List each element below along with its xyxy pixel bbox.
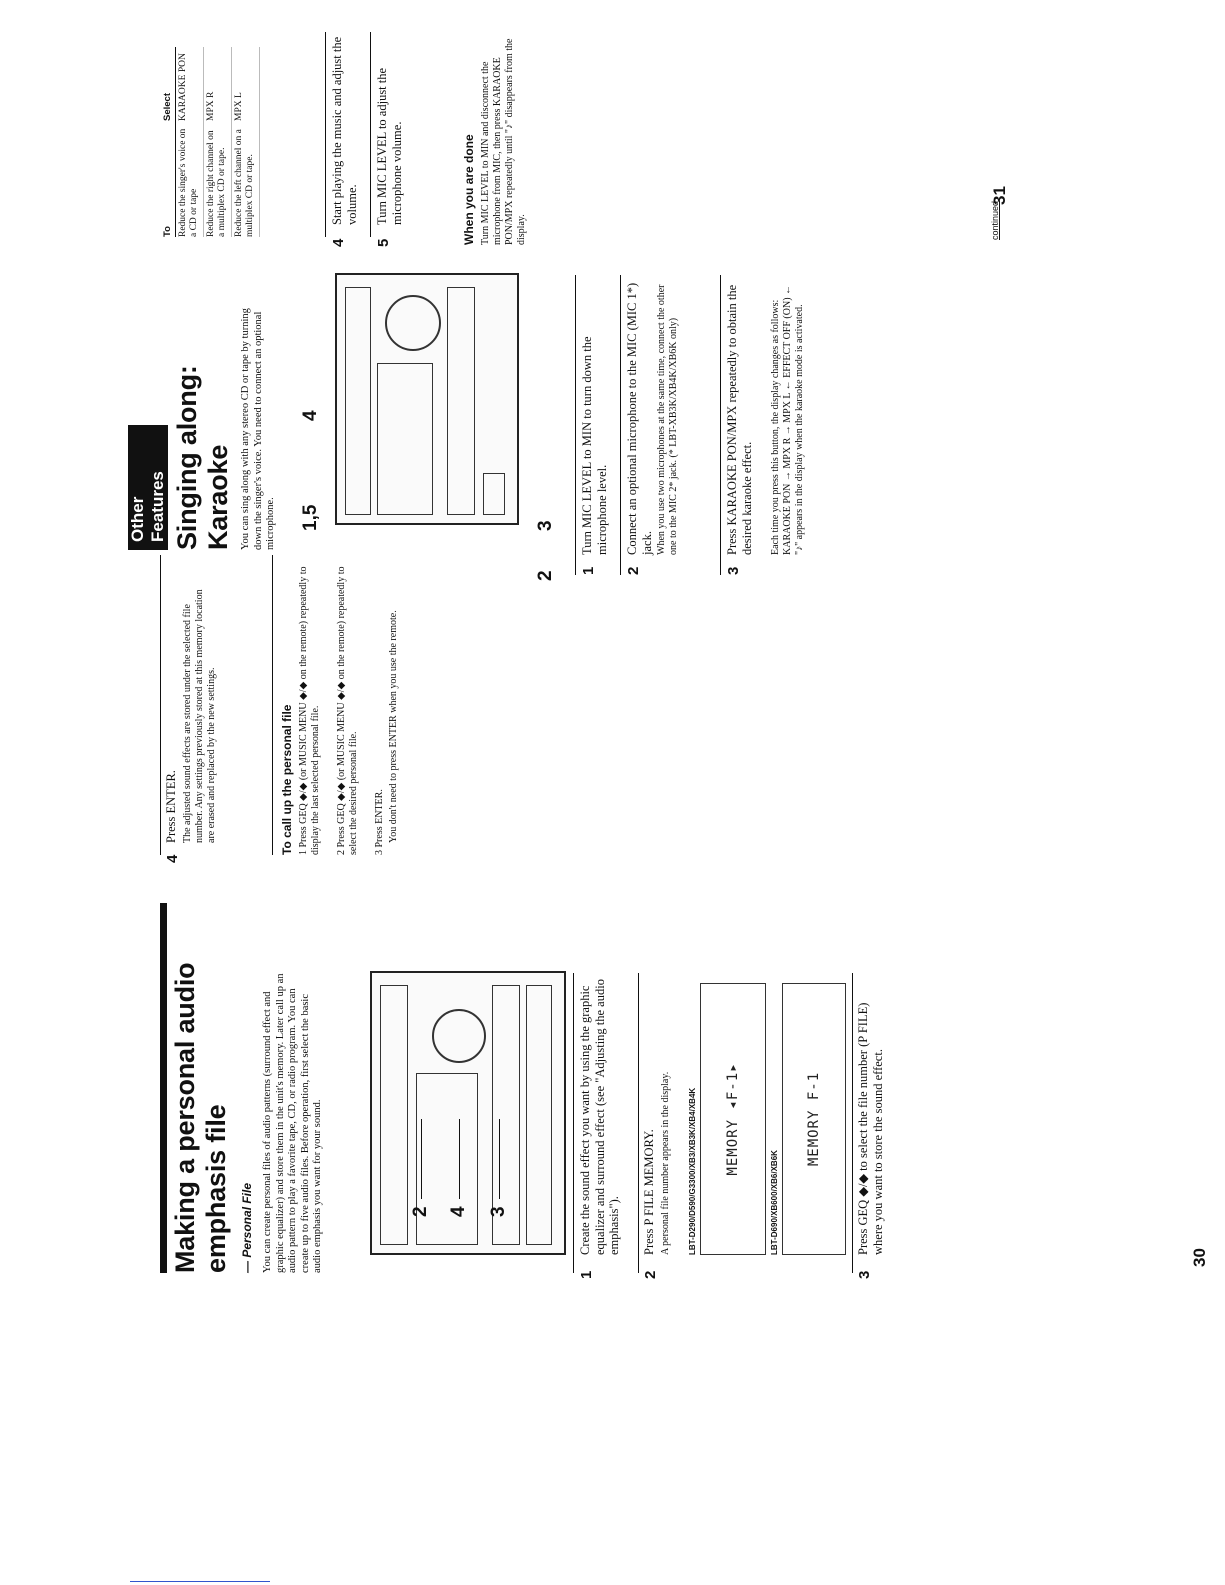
table-cell: KARAOKE PON (176, 47, 204, 121)
callout-2b: 2 (535, 570, 556, 581)
table-cell: Reduce the right channel on a multiplex CD or tape. (204, 121, 232, 237)
volume-knob (432, 1009, 486, 1063)
callout-4: 4 (448, 1206, 469, 1217)
step-2-note: A personal file number appears in the display. (660, 1071, 671, 1255)
karaoke-step-3-number: 3 (725, 566, 742, 575)
display-panel (416, 1073, 478, 1245)
table-header-select: Select (160, 47, 176, 121)
step-4-note: The adjusted sound effects are stored under the selected file number. Any settings previously stored at this memory location are erased and replaced by the new settings. (182, 589, 217, 843)
callout-4b: 4 (300, 410, 321, 421)
callup-note: You don't need to press ENTER when you use the remote. (388, 610, 399, 843)
page-number-left: 30 (1190, 1248, 1209, 1267)
callup-item-3: 3 Press ENTER. (374, 789, 385, 855)
display-label-2: LBT-D690/XB600/XB6/XB6K (770, 1150, 779, 1255)
karaoke-table (160, 32, 260, 237)
table-row (232, 47, 260, 237)
tape-deck-panel-2 (345, 287, 371, 515)
table-row (204, 47, 232, 237)
callout-2: 2 (410, 1206, 431, 1217)
step-3-number: 3 (856, 1270, 873, 1279)
lower-panel (526, 985, 552, 1245)
step-1-text: Create the sound effect you want by using the graphic equalizer and surround effect (see "Adjusting the audio emphasis"). (578, 979, 622, 1255)
continued-label: continued (990, 200, 1000, 240)
lcd-display-2: MEMORY F-1 (782, 983, 846, 1255)
mic-jacks (483, 473, 505, 515)
karaoke-step-3-note: Each time you press this button, the display changes as follows: KARAOKE PON → MPX R → MPX L ← EFFECT OFF (ON) ← "♪" appears in the display when the karaoke mode is activated. (770, 284, 805, 555)
page-number-right: 31 (990, 186, 1009, 205)
karaoke-step-2-note: When you use two microphones at the same time, connect the other one to the MIC 2* jack. (* LBT-XB3K/XB4K/XB6K only) (656, 284, 679, 555)
callout-3b: 3 (535, 520, 556, 531)
tape-deck-panel (380, 985, 408, 1245)
callout-3: 3 (488, 1206, 509, 1217)
display-label-1: LBT-D290/D590/G3300/XB3/XB3K/XB4/XB4K (688, 1087, 697, 1255)
table-cell: MPX L (232, 47, 260, 121)
title-bar (160, 903, 167, 1273)
karaoke-step-3-text: Press KARAOKE PON/MPX repeatedly to obtain the desired karaoke effect. (725, 284, 754, 555)
step-2-number: 2 (642, 1270, 659, 1279)
lcd-display-1: MEMORY ◂F-1▸ (700, 983, 766, 1255)
display-panel-2 (377, 363, 433, 515)
karaoke-step-4-number: 4 (330, 238, 347, 247)
karaoke-step-1-number: 1 (580, 566, 597, 575)
karaoke-step-5-text: Turn MIC LEVEL to adjust the microphone volume. (375, 67, 404, 225)
page-subtitle: — Personal File (240, 1182, 254, 1273)
table-cell: Reduce the left channel on a multiplex CD or tape. (232, 121, 260, 237)
step-4-text: Press ENTER. (164, 770, 178, 843)
section-band: Other Features (128, 425, 168, 550)
footer-link-underline (130, 1581, 270, 1582)
step-1-number: 1 (578, 1270, 595, 1279)
table-cell: MPX R (204, 47, 232, 121)
karaoke-step-5-number: 5 (375, 238, 392, 247)
step-2-text: Press P FILE MEMORY. (642, 1129, 656, 1255)
karaoke-unit-illustration (335, 273, 519, 525)
table-cell: Reduce the singer's voice on a CD or tape (176, 121, 204, 237)
done-text: Turn MIC LEVEL to MIN and disconnect the microphone from MIC, then press KARAOKE PON/MPX repeatedly until "♪" disappears from the display. (480, 38, 527, 245)
mic-level-knob (385, 295, 441, 351)
callup-item-2: 2 Press GEQ ◆/◆ (or MUSIC MENU ◆/◆ on the remote) repeatedly to select the desired personal file. (336, 566, 359, 855)
cd-tray-panel-2 (447, 287, 475, 515)
intro-paragraph: You can create personal files of audio patterns (surround effect and graphic equalizer) and store them in the unit's memory. Later call up an audio pattern to play a favorite tape, CD, or radio program. You can create up to five audio files. Before operation, first select the basic audio emphasis you want for your sound. (262, 973, 324, 1273)
page-title: Making a personal audio emphasis file (170, 962, 231, 1273)
table-row (176, 47, 204, 237)
step-3-text: Press GEQ ◆/◆ to select the file number (P FILE) where you want to store the sound effect. (856, 1002, 885, 1255)
step-4-number: 4 (164, 854, 181, 863)
done-heading: When you are done (462, 134, 476, 245)
callup-item-1: 1 Press GEQ ◆/◆ (or MUSIC MENU ◆/◆ on the remote) repeatedly to display the last selected personal file. (298, 566, 321, 855)
karaoke-step-4-text: Start playing the music and adjust the volume. (330, 36, 359, 225)
karaoke-step-2-text: Connect an optional microphone to the MIC (MIC 1*) jack. (625, 282, 654, 555)
karaoke-title: Singing along: Karaoke (172, 365, 233, 550)
callup-heading: To call up the personal file (280, 704, 294, 855)
callout-1-5: 1,5 (300, 504, 321, 531)
table-header-to: To (160, 121, 176, 237)
karaoke-intro: You can sing along with any stereo CD or tape by turning down the singer's voice. You need to connect an optional microphone. (240, 308, 277, 550)
karaoke-step-1-text: Turn MIC LEVEL to MIN to turn down the microphone level. (580, 336, 609, 555)
karaoke-step-2-number: 2 (625, 566, 642, 575)
